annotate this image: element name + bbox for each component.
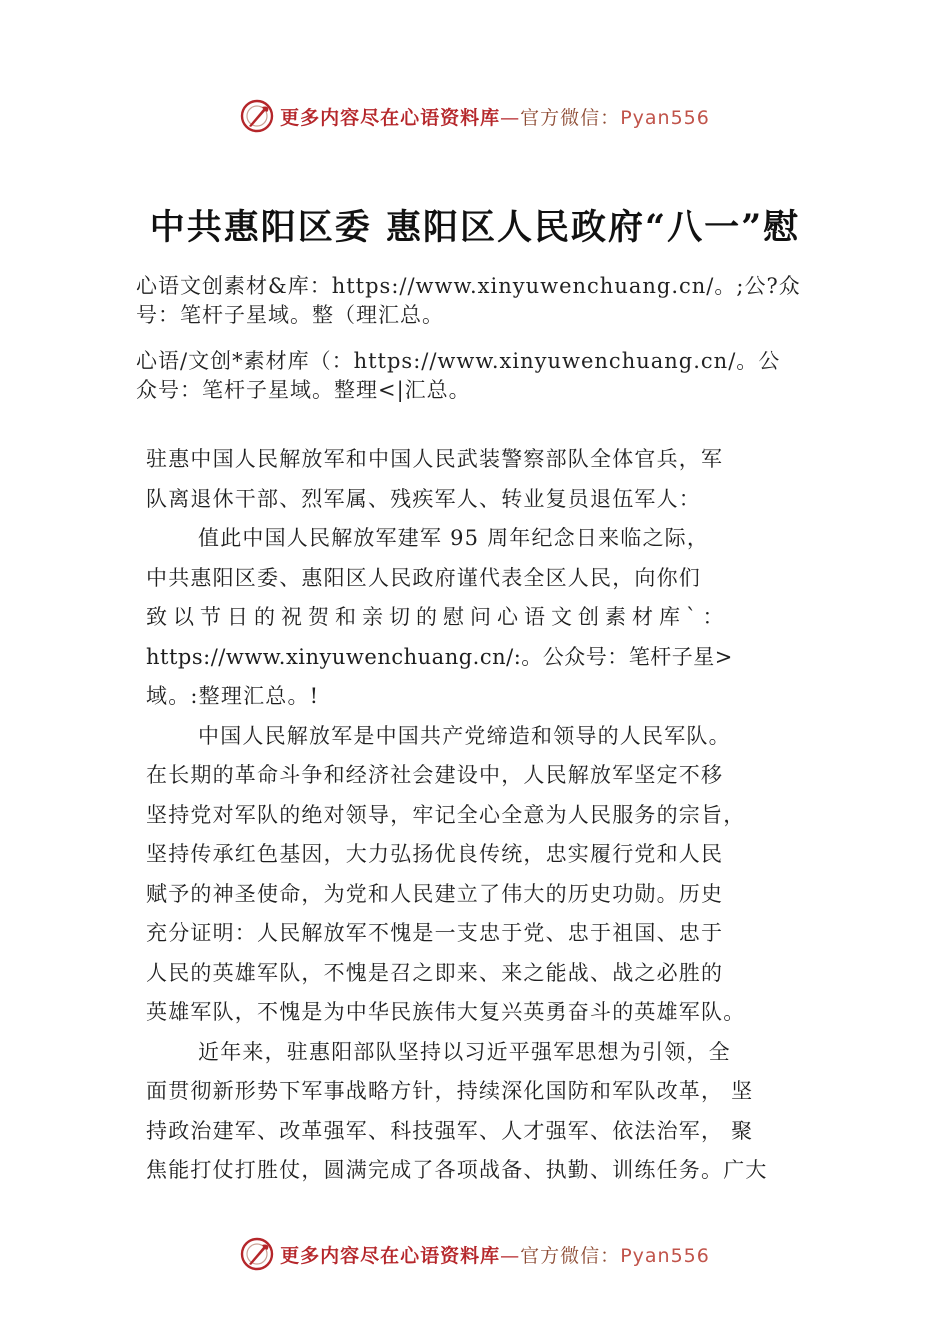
body-line: 在长期的革命斗争和经济社会建设中，人民解放军坚定不移 bbox=[146, 763, 724, 787]
body-line: 赋予的神圣使命，为党和人民建立了伟大的历史功勋。历史 bbox=[146, 881, 724, 906]
body-line: 充分证明：人民解放军不愧是一支忠于党、忠于祖国、忠于 bbox=[146, 921, 724, 945]
body-line: 面贯彻新形势下军事战略方针，持续深化国防和军队改革， 坚 bbox=[146, 1079, 754, 1103]
body-line: 中共惠阳区委、惠阳区人民政府谨代表全区人民，向你们 bbox=[146, 565, 701, 590]
body-line: 队离退休干部、烈军属、残疾军人、转业复员退伍军人： bbox=[146, 486, 701, 511]
banner-separator: — bbox=[500, 1244, 521, 1267]
body-line: 焦能打仗打胜仗，圆满完成了各项战备、执勤、训练任务。广大 bbox=[146, 1158, 768, 1182]
document-body bbox=[146, 440, 814, 1191]
body-line: 驻惠中国人民解放军和中国人民武装警察部队全体官兵，军 bbox=[146, 447, 724, 471]
banner-wechat-label: 官方微信： bbox=[520, 106, 621, 129]
body-line: https://www.xinyuwenchuang.cn/:。公众号：笔杆子星> bbox=[146, 644, 733, 669]
body-line: 值此中国人民解放军建军 95 周年纪念日来临之际， bbox=[198, 526, 710, 550]
banner-main-text: 更多内容尽在心语资料库 bbox=[280, 106, 501, 129]
quill-pen-logo-icon bbox=[240, 1237, 274, 1271]
header-banner bbox=[0, 96, 950, 136]
quill-pen-logo-icon bbox=[240, 99, 274, 133]
banner-wechat-id: Pyan556 bbox=[620, 106, 710, 129]
banner-wechat-id: Pyan556 bbox=[620, 1244, 710, 1267]
source-note-1 bbox=[136, 272, 836, 330]
banner-text bbox=[280, 103, 710, 130]
footer-banner bbox=[0, 1234, 950, 1274]
banner-wechat-label: 官方微信： bbox=[520, 1244, 621, 1267]
banner-main-text: 更多内容尽在心语资料库 bbox=[280, 1244, 501, 1267]
source-note-1-line-1: 心语文创素材&库：https://www.xinyuwenchuang.cn/。;公?众 bbox=[136, 274, 801, 298]
body-line: 域。:整理汇总。! bbox=[146, 684, 320, 708]
body-line: 近年来，驻惠阳部队坚持以习近平强军思想为引领，全 bbox=[198, 1039, 731, 1064]
body-line: 持政治建军、改革强军、科技强军、人才强军、依法治军， 聚 bbox=[146, 1118, 754, 1143]
body-line: 人民的英雄军队，不愧是召之即来、来之能战、战之必胜的 bbox=[146, 960, 724, 985]
source-note-1-line-2: 号：笔杆子星域。整（理汇总。 bbox=[136, 303, 444, 327]
body-line: 坚持传承红色基因，大力弘扬优良传统，忠实履行党和人民 bbox=[146, 842, 724, 866]
source-note-2-line-1: 心语/文创*素材库（：https://www.xinyuwenchuang.cn/。公 bbox=[136, 349, 781, 373]
body-line: 致以节日的祝贺和亲切的慰问心语文创素材库`： bbox=[146, 605, 730, 629]
body-line: 英雄军队，不愧是为中华民族伟大复兴英勇奋斗的英雄军队。 bbox=[146, 1000, 746, 1024]
source-note-2-line-2: 众号：笔杆子星域。整理<|汇总。 bbox=[136, 378, 471, 402]
source-note-2 bbox=[136, 347, 836, 405]
document-title: 中共惠阳区委 惠阳区人民政府“八一”慰 bbox=[149, 207, 801, 248]
banner-separator: — bbox=[500, 106, 521, 129]
body-line: 中国人民解放军是中国共产党缔造和领导的人民军队。 bbox=[198, 723, 731, 748]
body-line: 坚持党对军队的绝对领导，牢记全心全意为人民服务的宗旨， bbox=[146, 802, 746, 827]
banner-text bbox=[280, 1241, 710, 1268]
